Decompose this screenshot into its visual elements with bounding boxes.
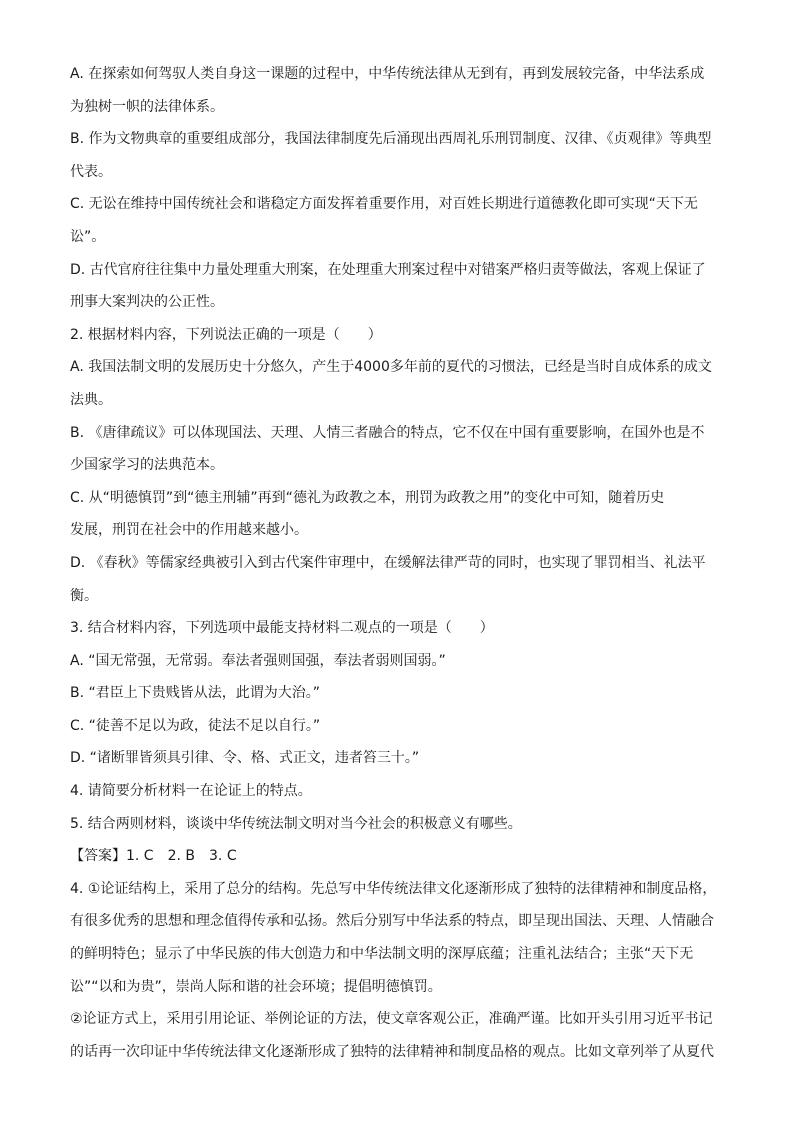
q1-option-c-line1: C. 无讼在维持中国传统社会和谐稳定方面发挥着重要作用，对百姓长期进行道德教化即可实现“天下无 [70,196,698,213]
answer4-line4: 讼”“以和为贵”，崇尚人际和谐的社会环境；提倡明德慎罚。 [70,978,442,995]
answer-item-3: 3. C [209,848,237,865]
q3-option-b: B. “君臣上下贵贱皆从法，此谓为大治。” [70,685,321,702]
q1-option-a-line2: 为独树一帜的法律体系。 [70,98,224,115]
answer4-line6: 的话再一次印证中华传统法律文化逐渐形成了独特的法律精神和制度品格的观点。比如文章列举了从夏代 [70,1043,714,1060]
document-page [70,58,730,1068]
q2-option-d-line1: D. 《春秋》等儒家经典被引入到古代案件审理中，在缓解法律严苛的同时，也实现了罪罚相当、礼法平 [70,554,706,571]
answer-item-1: 1. C [126,848,154,865]
q1-option-a-line1: A. 在探索如何驾驭人类自身这一课题的过程中，中华传统法律从无到有，再到发展较完备，中华法系成 [70,66,705,82]
q3-stem: 3. 结合材料内容，下列选项中最能支持材料二观点的一项是（ ） [70,620,494,637]
q2-option-a-line1: A. 我国法制文明的发展历史十分悠久，产生于4000多年前的夏代的习惯法，已经是当时自成体系的成文 [70,359,712,376]
q3-option-a: A. “国无常强，无常弱。奉法者强则国强，奉法者弱则国弱。” [70,652,446,669]
answer-label: 【答案】 [70,848,126,865]
answer4-line2: 有很多优秀的思想和理念值得传承和弘扬。然后分别写中华法系的特点，即呈现出国法、天理、人情融合 [70,913,714,930]
answer4-line5: ②论证方式上，采用引用论证、举例论证的方法，使文章客观公正，准确严谨。比如开头引用习近平书记 [70,1011,713,1028]
q2-stem: 2. 根据材料内容，下列说法正确的一项是（ ） [70,326,382,343]
q3-option-c: C. “徒善不足以为政，徒法不足以自行。” [70,717,321,734]
q2-option-a-line2: 法典。 [70,391,112,408]
answer-line [70,840,730,873]
q2-option-c-line1: C. 从“明德慎罚”到“德主刑辅”再到“德礼为政教之本，刑罚为政教之用”的变化中可知，随着历史 [70,489,665,506]
q2-option-b-line2: 少国家学习的法典范本。 [70,457,224,474]
q2-option-d-line2: 衡。 [70,587,98,604]
q1-option-d-line2: 刑事大案判决的公正性。 [70,294,224,311]
q1-option-c-line2: 讼”。 [70,228,106,245]
answer4-line1: 4. ①论证结构上，采用了总分的结构。先总写中华传统法律文化逐渐形成了独特的法律精神和制度品格， [70,880,717,897]
q2-option-c-line2: 发展，刑罚在社会中的作用越来越小。 [70,522,308,539]
q5-stem: 5. 结合两则材料，谈谈中华传统法制文明对当今社会的积极意义有哪些。 [70,815,522,832]
q1-option-b-line1: B. 作为文物典章的重要组成部分，我国法律制度先后涌现出西周礼乐刑罚制度、汉律、《贞观律》等典型 [70,131,712,148]
answer4-line3: 的鲜明特色；显示了中华民族的伟大创造力和中华法制文明的深厚底蕴；注重礼法结合；主张“天下无 [70,946,694,963]
q1-option-b-line2: 代表。 [70,163,112,180]
q3-option-d: D. “诸断罪皆须具引律、令、格、式正文，违者笞三十。” [70,750,420,767]
q1-option-d-line1: D. 古代官府往往集中力量处理重大刑案，在处理重大刑案过程中对错案严格归责等做法，客观上保证了 [70,261,706,278]
q4-stem: 4. 请简要分析材料一在论证上的特点。 [70,783,312,800]
answer-item-2: 2. B [167,848,196,865]
q2-option-b-line1: B. 《唐律疏议》可以体现国法、天理、人情三者融合的特点，它不仅在中国有重要影响，在国外也是不 [70,424,705,441]
